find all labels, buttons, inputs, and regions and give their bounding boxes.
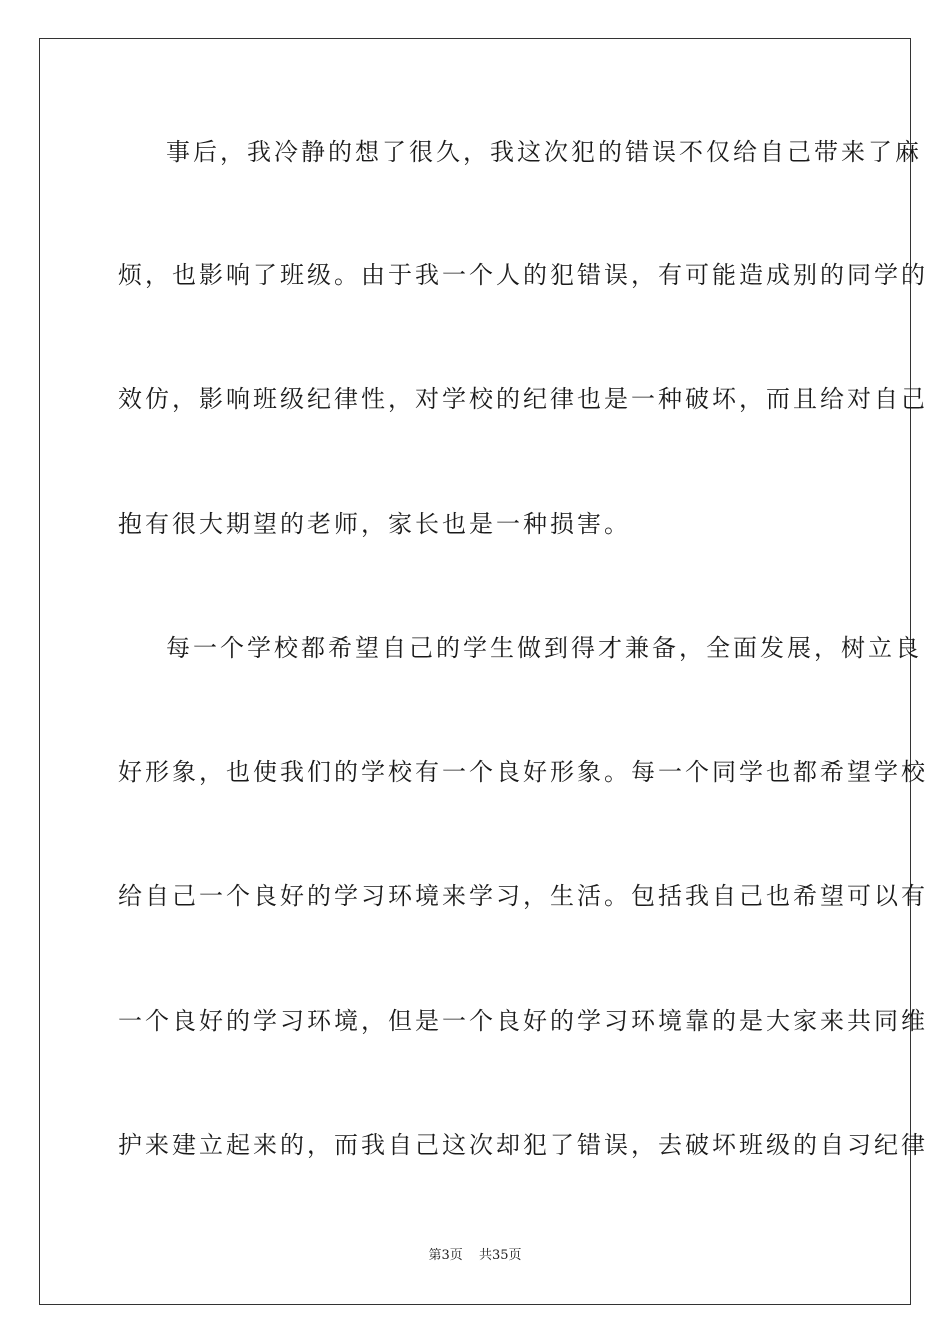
paragraph-2-line-4: 一个良好的学习环境，但是一个良好的学习环境靠的是大家来共同维	[118, 1007, 928, 1035]
paragraph-2-line-5: 护来建立起来的，而我自己这次却犯了错误，去破坏班级的自习纪律	[118, 1131, 928, 1159]
paragraph-2-line-3: 给自己一个良好的学习环境来学习，生活。包括我自己也希望可以有	[118, 882, 928, 910]
page-border	[39, 38, 928, 1305]
paragraph-2-line-1: 每一个学校都希望自己的学生做到得才兼备，全面发展，树立良	[166, 634, 922, 662]
current-page-label: 第3页	[428, 1248, 463, 1263]
page-footer	[0, 1247, 950, 1265]
total-pages-label: 共35页	[478, 1248, 522, 1263]
paragraph-1-line-4: 抱有很大期望的老师，家长也是一种损害。	[118, 510, 631, 538]
paragraph-1-line-1: 事后，我冷静的想了很久，我这次犯的错误不仅给自己带来了麻	[166, 138, 922, 166]
paragraph-1-line-3: 效仿，影响班级纪律性，对学校的纪律也是一种破坏，而且给对自己	[118, 385, 928, 413]
paragraph-2-line-2: 好形象，也使我们的学校有一个良好形象。每一个同学也都希望学校	[118, 758, 928, 786]
paragraph-1-line-2: 烦，也影响了班级。由于我一个人的犯错误，有可能造成别的同学的	[118, 261, 928, 289]
